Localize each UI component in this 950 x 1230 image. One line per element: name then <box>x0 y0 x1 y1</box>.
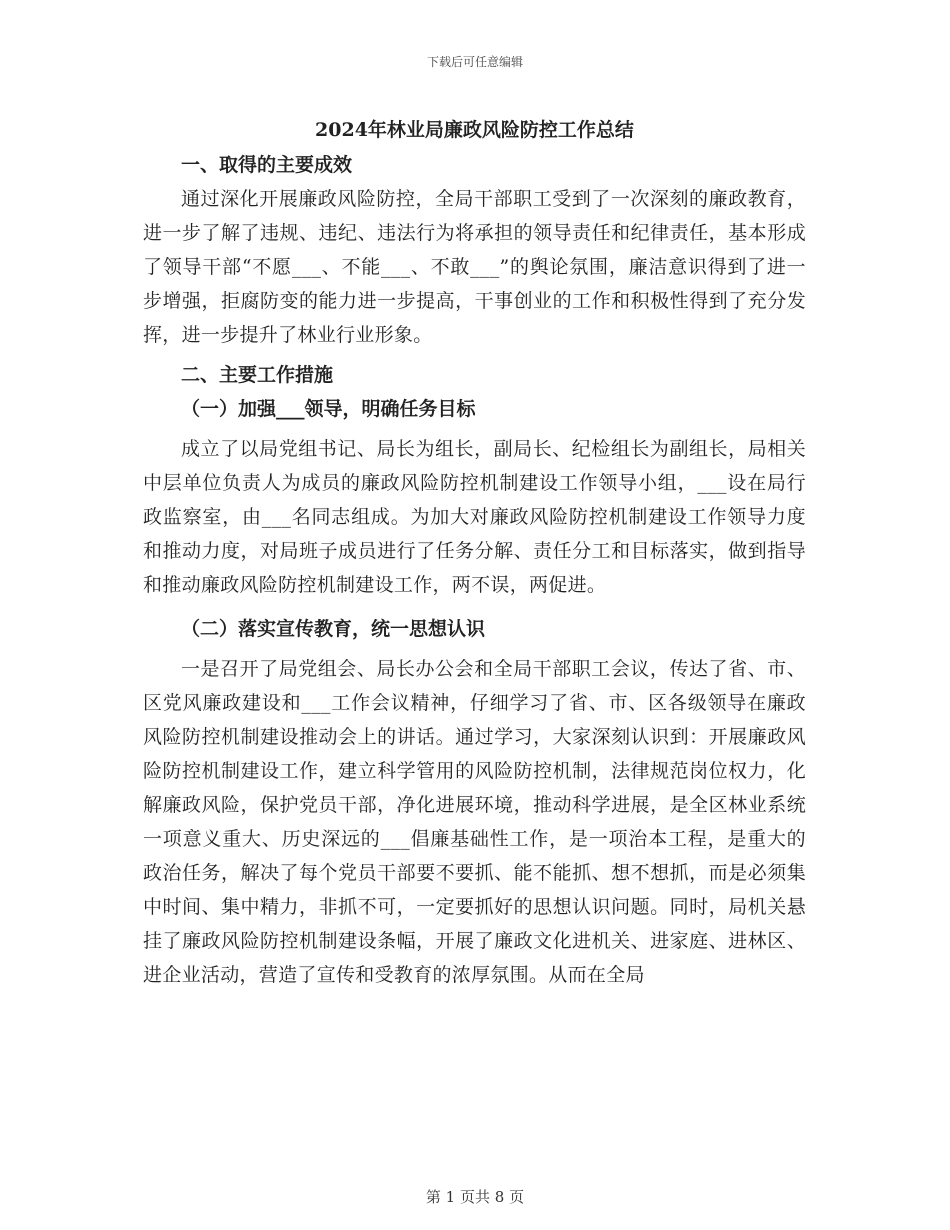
paragraph-achievements: 通过深化开展廉政风险防控，全局干部职工受到了一次深刻的廉政教育，进一步了解了违规、违纪、违法行为将承担的领导责任和纪律责任，基本形成了领导干部“不愿___、不能___、不敢___”的舆论氛围，廉洁意识得到了进一步增强，拒腐防变的能力进一步提高，干事创业的工作和积极性得到了充分发挥，进一步提升了林业行业形象。 <box>143 188 806 346</box>
document-body <box>143 112 806 992</box>
section-heading-measures: 二、主要工作措施 <box>181 364 334 386</box>
document-title: 2024年林业局廉政风险防控工作总结 <box>315 119 634 141</box>
paragraph-leadership: 成立了以局党组书记、局长为组长，副局长、纪检组长为副组长，局相关中层单位负责人为成员的廉政风险防控机制建设工作领导小组，___设在局行政监察室，由___名同志组成。为加大对廉政风险防控机制建设工作领导力度和推动力度，对局班子成员进行了任务分解、责任分工和目标落实，做到指导和推动廉政风险防控机制建设工作，两不误，两促进。 <box>143 438 806 596</box>
paragraph-publicity: 一是召开了局党组会、局长办公会和全局干部职工会议，传达了省、市、区党风廉政建设和___工作会议精神，仔细学习了省、市、区各级领导在廉政风险防控机制建设推动会上的讲话。通过学习，大家深刻认识到：开展廉政风险防控机制建设工作，建立科学管用的风险防控机制，法律规范岗位权力，化解廉政风险，保护党员干部，净化进展环境，推动科学进展，是全区林业系统一项意义重大、历史深远的___倡廉基础性工作，是一项治本工程，是重大的政治任务，解决了每个党员干部要不要抓、能不能抓、想不想抓，而是必须集中时间、集中精力，非抓不可，一定要抓好的思想认识问题。同时，局机关悬挂了廉政风险防控机制建设条幅，开展了廉政文化进机关、进家庭、进林区、进企业活动，营造了宣传和受教育的浓厚氛围。从而在全局 <box>143 658 806 986</box>
section-heading-achievements: 一、取得的主要成效 <box>181 154 353 176</box>
page-footer: 第 1 页共 8 页 <box>425 1188 525 1206</box>
page-header: 下载后可任意编辑 <box>426 55 523 69</box>
subsection-heading-publicity: （二）落实宣传教育，统一思想认识 <box>181 618 486 640</box>
subsection-heading-leadership: （一）加强___领导，明确任务目标 <box>181 398 476 420</box>
